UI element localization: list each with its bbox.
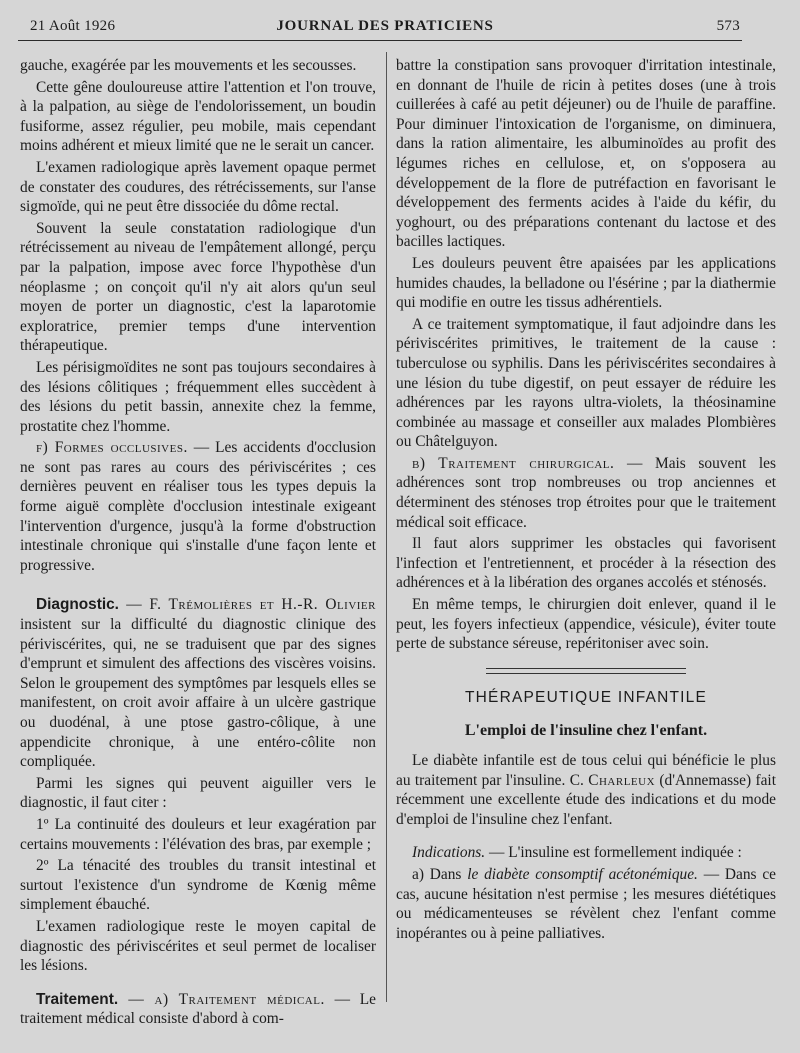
paragraph-traitement <box>20 990 376 1029</box>
paragraph: Souvent la seule constatation radiologique d'un rétrécissement au niveau de l'empâtement allongé, perçu par la palpation, impose avec force l'hypothèse d'un néoplasme ; on conçoit qu'il n'y ait alors qu'un seul moyen de porter un diagnostic, c'est la laparotomie exploratrice, premier temps d'une intervention thérapeutique. <box>20 219 376 355</box>
paragraph-chirurgical <box>396 454 776 532</box>
journal-title: JOURNAL DES PRATICIENS <box>276 18 494 34</box>
author: Charleux <box>588 771 656 789</box>
page-header <box>30 18 740 40</box>
paragraph-text: — Les accidents d'occlusion ne sont pas rares au cours des périviscérites ; ces dernières peuvent en réaliser tous les types depuis la forme aiguë complète d'occlusion intestinale exigeant l'intervention d'urgence, jusqu'à la forme d'obstruction intestinale chronique qui s'installe d'une façon lente et progressive. <box>20 439 376 574</box>
paragraph-text: — Le traitement médical consiste d'abord à com- <box>20 990 376 1028</box>
header-date: 21 Août 1926 <box>30 18 116 34</box>
paragraph-indications <box>396 843 776 863</box>
right-column <box>396 56 776 945</box>
subheading: — a) Traitement médical. <box>118 990 325 1008</box>
emphasis: le diabète consomptif acétonémique. <box>467 865 698 883</box>
subheading: Indications. <box>412 844 486 862</box>
paragraph: A ce traitement symptomatique, il faut adjoindre dans les périviscérites primitives, le traitement de la cause : tuberculose ou syphilis. Dans les périviscérites secondaires à une lésion du tube digestif, on peut essayer de réduire les adhérences par les rayons ultra-violets, la théosinamine combinée au massage et conseiller aux malades Plombières ou Châtelguyon. <box>396 315 776 451</box>
paragraph: Il faut alors supprimer les obstacles qui favorisent l'infection et l'entretiennent, et procéder à la résection des adhérences et à la libération des organes accolés et sténosés. <box>396 535 776 592</box>
paragraph: En même temps, le chirurgien doit enlever, quand il le peut, les foyers infectieux (appendice, vésicule), éviter toute perte de substance séreuse, repéritoniser avec soin. <box>396 596 776 653</box>
left-column <box>20 56 376 1031</box>
paragraph-diagnostic <box>20 595 376 771</box>
authors: — F. Trémolières et H.-R. Olivier <box>118 596 376 614</box>
paragraph-text: Le diabète infantile est de tous celui qui bénéficie le plus au traitement par l'insuline. C. <box>396 752 776 789</box>
section-title: THÉRAPEUTIQUE INFANTILE <box>464 688 708 706</box>
section-separator <box>486 668 686 674</box>
paragraph: 1º La continuité des douleurs et leur exagération par certains mouvements : l'élévation des bras, par exemple ; <box>20 815 376 853</box>
paragraph: L'examen radiologique reste le moyen capital de diagnostic des périviscérites et seul permet de localiser les lésions. <box>20 917 376 975</box>
paragraph: Les périsigmoïdites ne sont pas toujours secondaires à des lésions côlitiques ; fréquemment elles succèdent à des lésions du petit bassin, annexite chez la femme, prostatite chez l'homme. <box>20 358 376 435</box>
article-title: L'emploi de l'insuline chez l'enfant. <box>464 722 708 740</box>
paragraph: Les douleurs peuvent être apaisées par les applications humides chaudes, la belladone ou l'ésérine ; par la diathermie qui modifie en outre les tissus adhérentiels. <box>396 254 776 312</box>
paragraph-text: a) Dans <box>412 865 468 883</box>
paragraph: battre la constipation sans provoquer d'irritation intestinale, en donnant de l'huile de ricin à petites doses (une à trois cuillerées à café au petit déjeuner) ou de l'huile de paraffine. Pour diminuer l'intoxication de l'organisme, on diminuera, dans la ration alimentaire, les albuminoïdes au profit des légumes riches en cellulose, et, on s'opposera au développement de la flore de putréfaction en favorisant le développement des ferments acides à l'aide du kéfir, du yoghourt, ou des préparations contenant du lactose et des bacilles lactiques. <box>396 57 776 251</box>
subheading: b) Traitement chirurgical. <box>412 454 615 472</box>
paragraph-text: — Dans ce cas, aucune hésitation n'est permise ; les mesures diététiques ou médicamenteuses se révèlent chez l'enfant comme inopérantes ou à peine palliatives. <box>396 865 776 942</box>
paragraph-text: insistent sur la difficulté du diagnostic clinique des périviscérites, qui, ne se traduisent que par des signes d'emprunt et simulent des affections des viscères voisins. Selon le groupement des symptômes par lesquels elles se manifestent, on croit avoir affaire à un ulcère gastrique ou duodénal, à une ptose gastro-côlique, à une appendicite chronique, à une entéro-côlite non compliquée. <box>20 616 376 771</box>
paragraph: Cette gêne douloureuse attire l'attention et l'on trouve, à la palpation, au siège de l'endolorissement, un boudin fusiforme, assez régulier, peu mobile, mais cependant moins adhérent et mieux limité que ne le serait un cancer. <box>20 78 376 155</box>
paragraph: Parmi les signes qui peuvent aiguiller vers le diagnostic, il faut citer : <box>20 774 376 812</box>
paragraph <box>396 751 776 829</box>
paragraph: L'examen radiologique après lavement opaque permet de constater des coudures, des rétrécissements, sur l'anse sigmoïde, qui ne peut être dissociée du dôme rectal. <box>20 158 376 216</box>
paragraph: gauche, exagérée par les mouvements et les secousses. <box>20 57 357 74</box>
paragraph-text: (d'Annemasse) fait récemment une excellente étude des indications et du mode d'emploi de l'insuline chez l'enfant. <box>396 771 776 828</box>
header-rule <box>18 40 742 41</box>
page-number: 573 <box>716 18 740 34</box>
paragraph <box>396 865 776 943</box>
paragraph-text: — Mais souvent les adhérences sont trop nombreuses ou trop anciennes et déterminent des sténoses trop étroites pour que le traitement médical soit efficace. <box>396 454 777 531</box>
subheading: f) Formes occlusives. <box>36 439 188 457</box>
section-heading: Diagnostic. <box>36 596 119 614</box>
section-heading: Traitement. <box>36 990 119 1008</box>
column-divider <box>386 52 387 1002</box>
paragraph-occlusives <box>20 438 376 575</box>
paragraph: 2º La ténacité des troubles du transit intestinal et surtout l'existence d'un syndrome de Kœnig même simplement ébauché. <box>20 857 376 914</box>
paragraph-text: — L'insuline est formellement indiquée : <box>485 844 742 862</box>
